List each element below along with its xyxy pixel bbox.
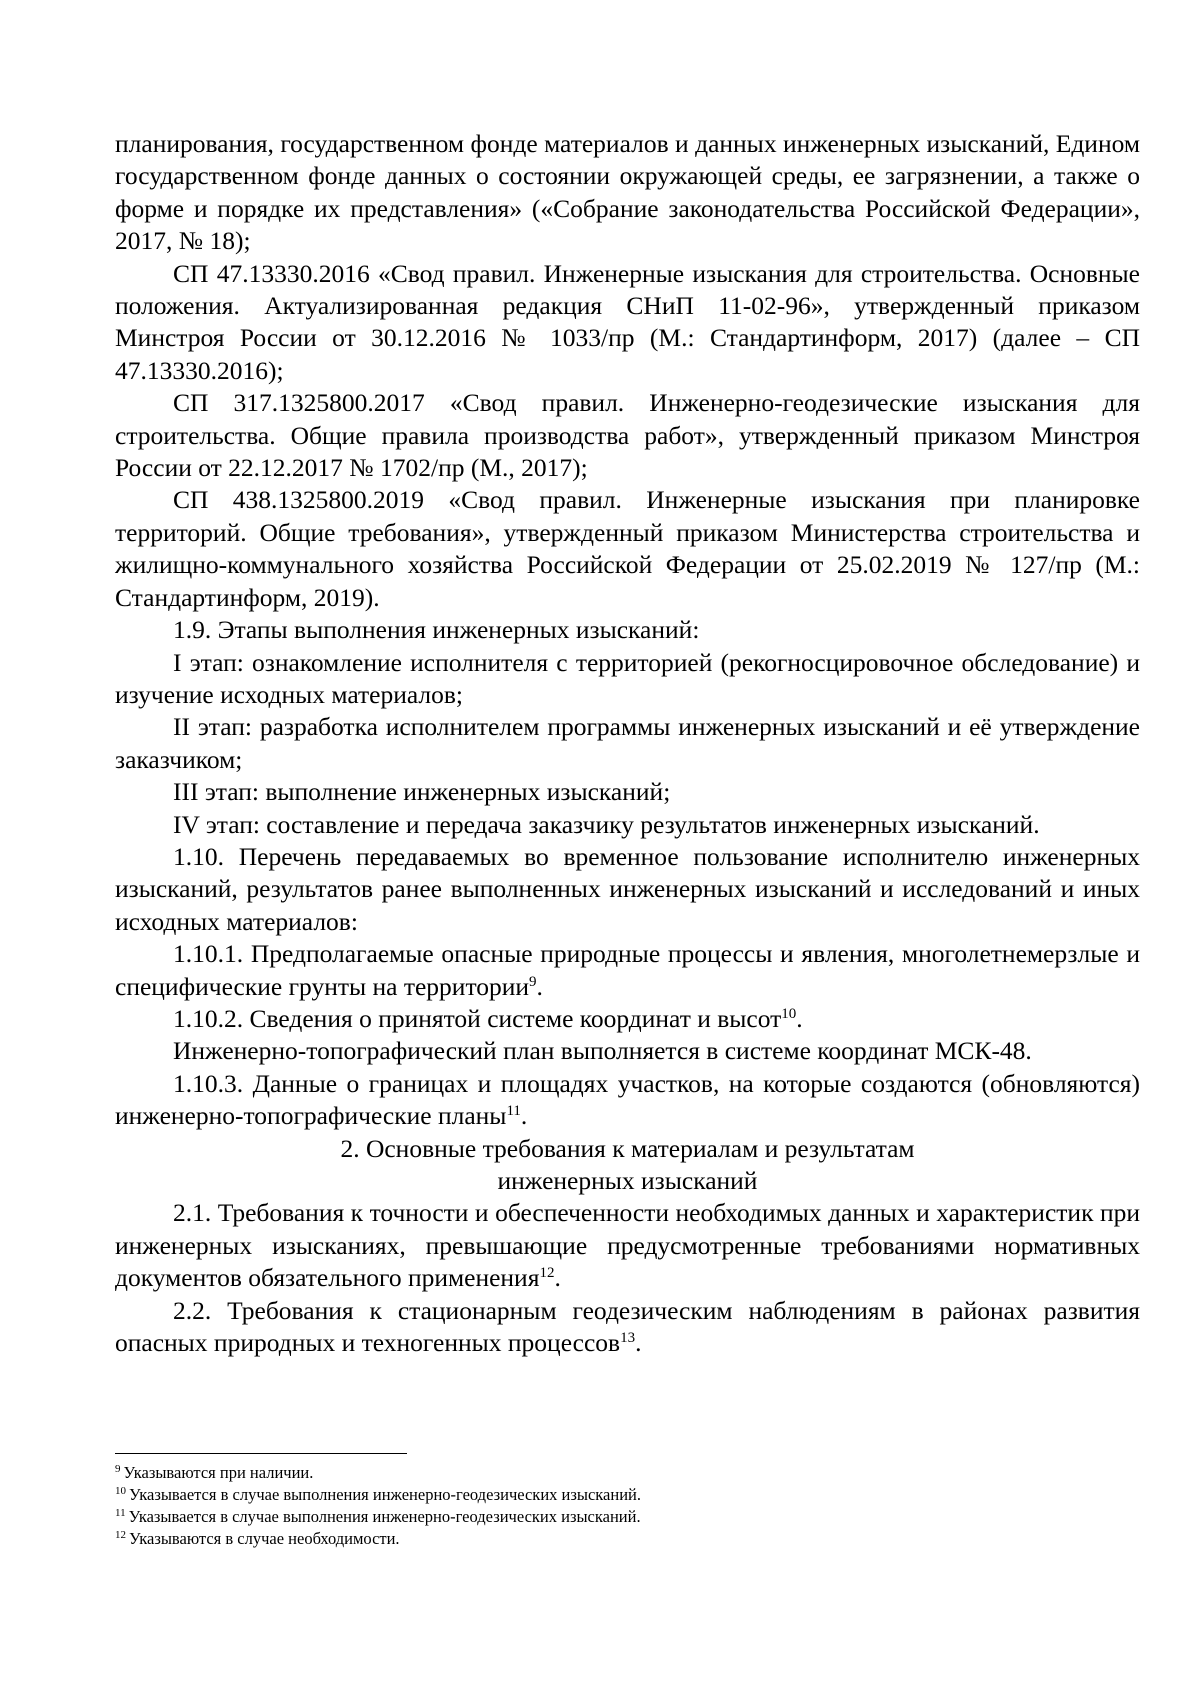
footnote-ref-10: 10 (781, 1005, 797, 1022)
paragraph-2-2: 2.2. Требования к стационарным геодезическим наблюдениям в районах развития опасных природных и техногенных процессов$^{13}$. (115, 1295, 1140, 1358)
paragraph-stage-3: III этап: выполнение инженерных изысканий; (173, 777, 671, 807)
paragraph-stage-1: I этап: ознакомление исполнителя с территорией (рекогносцировочное обследование) и изучение исходных материалов; (115, 647, 1140, 709)
footnote-9: $^9$ Указываются при наличии. (115, 1463, 314, 1482)
paragraph-1-9: 1.9. Этапы выполнения инженерных изысканий: (173, 615, 700, 645)
section-heading-line-2: инженерных изысканий (497, 1166, 758, 1195)
footnote-ref-9: 9 (529, 973, 537, 990)
paragraph-1-10: 1.10. Перечень передаваемых во временное пользование исполнителю инженерных изысканий, результатов ранее выполненных инженерных изысканий и исследований и иных исходных материалов: (115, 841, 1140, 936)
paragraph-sp-47: СП 47.13330.2016 «Свод правил. Инженерные изыскания для строительства. Основные положения. Актуализированная редакция СНиП 11-02-96», утвержденный приказом Минстроя России от 30.12.2016 № 1033/пр (М.: Стандартинформ, 2017) (далее – СП 47.13330.2016); (115, 258, 1140, 385)
footnote-ref-11: 11 (506, 1103, 521, 1120)
paragraph-stage-4: IV этап: составление и передача заказчику результатов инженерных изысканий. (173, 809, 1040, 839)
footnote-ref-12: 12 (539, 1265, 555, 1282)
paragraph-1-10-1: 1.10.1. Предполагаемые опасные природные процессы и явления, многолетнемерзлые и специфические грунты на территории$^9$. (115, 939, 1140, 1001)
paragraph-1-10-3: 1.10.3. Данные о границах и площадях участков, на которые создаются (обновляются) инженерно-топографические планы$^{11}$. (115, 1068, 1140, 1131)
paragraph-sp-317: СП 317.1325800.2017 «Свод правил. Инженерно-геодезические изыскания для строительства. Общие правила производства работ», утвержденный приказом Минстроя России от 22.12.2017 № 1702/пр (М., 2017); (115, 388, 1140, 483)
footnote-10: $^{10}$ Указывается в случае выполнения инженерно-геодезических изысканий. (115, 1485, 641, 1504)
paragraph-1-10-2: 1.10.2. Сведения о принятой системе координат и высот$^{10}$. (173, 1003, 803, 1033)
paragraph-msk-48: Инженерно-топографический план выполняется в системе координат МСК-48. (173, 1036, 1032, 1066)
paragraph-sp-438: СП 438.1325800.2019 «Свод правил. Инженерные изыскания при планировке территорий. Общие требования», утвержденный приказом Министерства строительства и жилищно-коммунального хозяйства Российской Федерации от 25.02.2019 № 127/пр (М.: Стандартинформ, 2019). (115, 485, 1140, 612)
footnotes (115, 1462, 1140, 1550)
paragraph-continuation: планирования, государственном фонде материалов и данных инженерных изысканий, Едином государственном фонде данных о состоянии окружающей среды, ее загрязнении, а также о форме и порядке их представления» («Собрание законодательства Российской Федерации», 2017, № 18); (115, 129, 1140, 256)
paragraph-stage-2: II этап: разработка исполнителем программы инженерных изысканий и её утверждение заказчиком; (115, 712, 1140, 774)
paragraph-2-1: 2.1. Требования к точности и обеспеченности необходимых данных и характеристик при инженерных изысканиях, превышающие предусмотренные требованиями нормативных документов обязательного применения$^{12}$. (115, 1198, 1140, 1293)
section-heading-line-1: 2. Основные требования к материалам и результатам (340, 1133, 915, 1163)
body-text (115, 128, 1140, 1359)
footnote-11: $^{11}$ Указывается в случае выполнения инженерно-геодезических изысканий. (115, 1507, 641, 1526)
footnote-ref-13: 13 (620, 1330, 636, 1347)
footnote-12: $^{12}$ Указываются в случае необходимости. (115, 1529, 400, 1548)
footnote-separator (115, 1453, 407, 1454)
